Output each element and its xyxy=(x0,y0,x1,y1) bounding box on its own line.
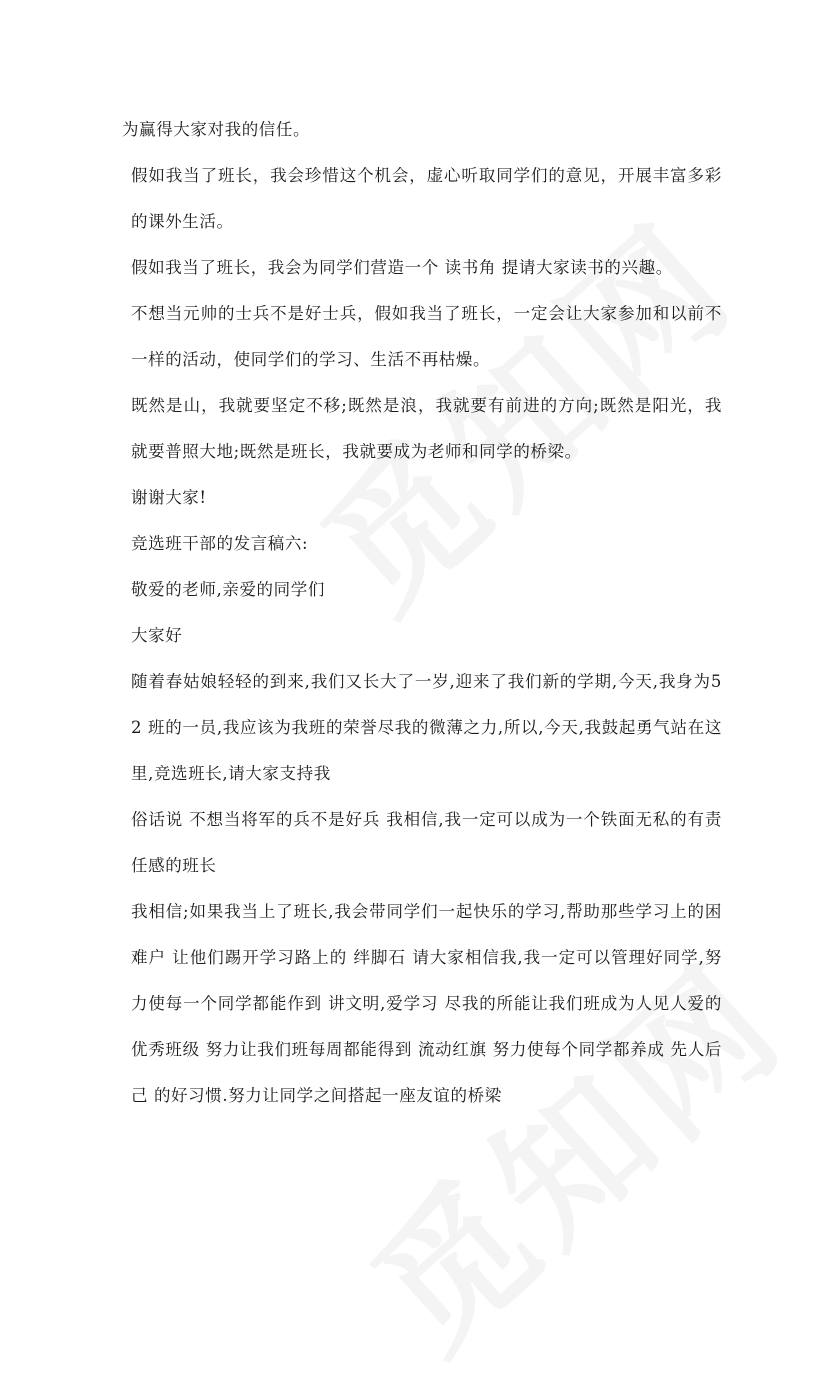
paragraph: 我相信;如果我当上了班长,我会带同学们一起快乐的学习,帮助那些学习上的困难户 让他们踢开学习路上的 绊脚石 请大家相信我,我一定可以管理好同学,努力使每一个同学都能作到 讲文明,爱学习 尽我的所能让我们班成为人见人爱的 优秀班级 努力让我们班每周都能得到 流动红旗 努力使每个同学都养成 先人后己 的好习惯.努力让同学之间搭起一座友谊的桥梁 xyxy=(131,902,722,1105)
paragraph: 谢谢大家! xyxy=(131,488,207,507)
paragraph: 俗话说 不想当将军的兵不是好兵 我相信,我一定可以成为一个铁面无私的有责任感的班长 xyxy=(131,810,722,875)
paragraph: 既然是山，我就要坚定不移;既然是浪，我就要有前进的方向;既然是阳光，我就要普照大地;既然是班长，我就要成为老师和同学的桥梁。 xyxy=(131,396,722,461)
paragraph: 为赢得大家对我的信任。 xyxy=(122,120,311,139)
paragraph: 不想当元帅的士兵不是好士兵，假如我当了班长，一定会让大家参加和以前不一样的活动，使同学们的学习、生活不再枯燥。 xyxy=(131,304,722,369)
greeting: 大家好 xyxy=(131,626,183,645)
section-heading: 竞选班干部的发言稿六: xyxy=(131,534,309,553)
document-body xyxy=(122,107,722,1119)
paragraph: 假如我当了班长，我会珍惜这个机会，虚心听取同学们的意见，开展丰富多彩的课外生活。 xyxy=(131,166,722,231)
paragraph: 随着春姑娘轻轻的到来,我们又长大了一岁,迎来了我们新的学期,今天,我身为5 2 班的一员,我应该为我班的荣誉尽我的微薄之力,所以,今天,我鼓起勇气站在这里,竞选班长,请大家支持我 xyxy=(131,672,722,783)
salutation: 敬爱的老师,亲爱的同学们 xyxy=(131,580,325,599)
paragraph: 假如我当了班长，我会为同学们营造一个 读书角 提请大家读书的兴趣。 xyxy=(131,258,673,277)
